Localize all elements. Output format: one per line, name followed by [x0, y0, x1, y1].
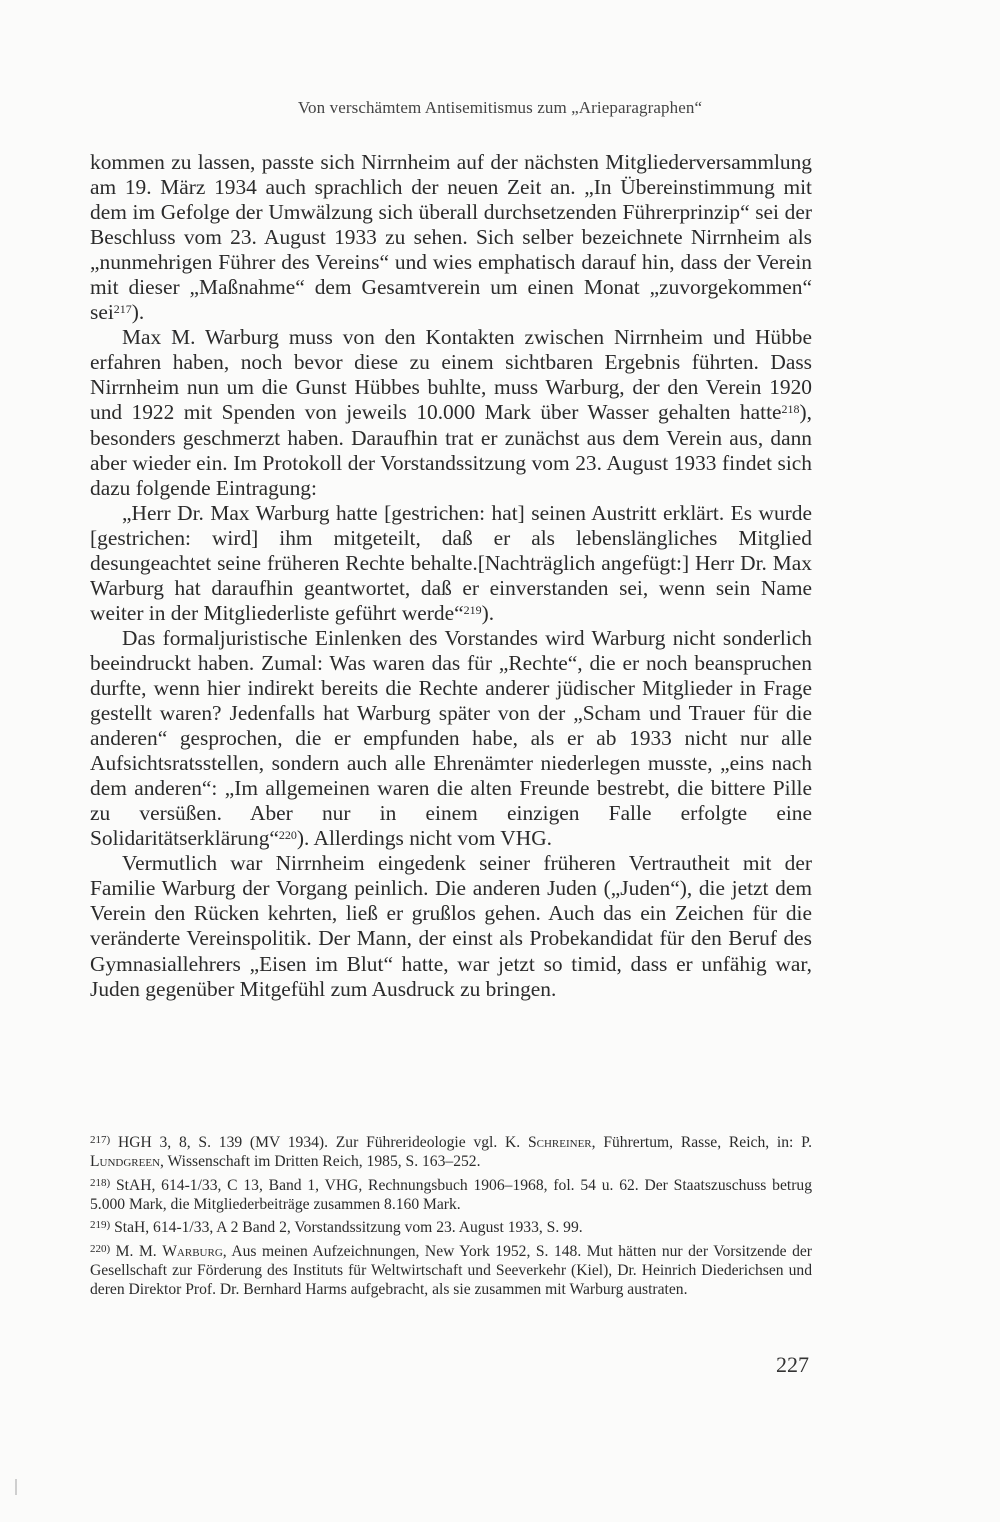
- footnote-ref: 218: [781, 402, 800, 417]
- paragraph: [90, 325, 812, 500]
- author-name: Warburg: [162, 1242, 223, 1260]
- paragraph: [90, 851, 812, 1001]
- main-text: [90, 150, 812, 1002]
- author-name: Schreiner: [527, 1134, 592, 1151]
- footnote-ref: 220: [278, 828, 297, 843]
- footnote-ref: 217: [113, 302, 132, 317]
- footnote-number: 217): [90, 1134, 111, 1146]
- paragraph-text: Vermutlich war Nirrnheim eingedenk seiner früheren Vertrautheit mit der Familie Warburg der Vorgang peinlich. Die anderen Juden („Juden“), die jetzt dem Verein den Rücken kehrten, ließ er grußlos gehen. Auch das ein Zeichen für die veränderte Vereinspolitik. Der Mann, der einst als Probekandidat für den Beruf des Gymnasiallehrers „Eisen im Blut“ hatte, war jetzt so timid, dass er unfähig war, Juden gegenüber Mitgefühl zum Ausdruck zu bringen.: [90, 851, 812, 1001]
- footnote: [90, 1240, 812, 1300]
- quote-text: „Herr Dr. Max Warburg hatte [gestrichen: hat] seinen Austritt erklärt. Es wurde [gestrichen: wird] ihm mitgeteilt, daß er als lebenslängliches Mitglied desungeachtet seine früheren Rechte behalte.[Nachträglich angefügt:] Herr Dr. Max Warburg hat daraufhin geantwortet, daß er einverstanden sei, wenn sein Name weiter in der Mitgliederliste geführt werde“: [90, 500, 812, 625]
- footnote: [90, 1131, 812, 1172]
- paragraph-text: Max M. Warburg muss von den Kontakten zwischen Nirrnheim und Hübbe erfahren haben, noch bevor diese zu einem sichtbaren Ergebnis führten. Dass Nirrnheim nun um die Gunst Hübbes buhlte, muss Warburg, der den Verein 1920 und 1922 mit Spenden von jeweils 10.000 Mark über Wasser gehalten hatte: [90, 325, 812, 425]
- footnote-text: , Aus meinen Aufzeichnungen, New York 1952, S. 148. Mut hätten nur der Vorsitzende der Gesellschaft zur Förderung des Instituts für Weltwirtschaft und Seeverkehr (Kiel), Dr. Heinrich Diederichsen und deren Direktor Prof. Dr. Bernhard Harms aufgebracht, als sie zusammen mit Warburg austraten.: [90, 1242, 813, 1299]
- paragraph-text: Das formaljuristische Einlenken des Vorstandes wird Warburg nicht sonderlich beeindruckt haben. Zumal: Was waren das für „Rechte“, die er noch beanspruchen durfte, wenn hier indirekt bereits die Rechte anderer jüdischer Mitglieder in Frage gestellt waren? Jedenfalls hat Warburg später von der „Scham und Trauer für die anderen“ gesprochen, die er empfunden habe, als er ab 1933 nicht nur alle Aufsichtsratsstellen, sondern auch alle Ehrenämter niederlegen musste, „eins nach dem anderen“: „Im allgemeinen waren die alten Freunde bestrebt, die bittere Pille zu versüßen. Aber nur in einem einzigen Falle erfolgte eine Solidaritätserklärung“: [90, 625, 812, 851]
- paragraph-text: ). Allerdings nicht vom VHG.: [296, 826, 552, 851]
- paragraph-text: ), besonders geschmerzt haben. Daraufhin trat er zunächst aus dem Verein aus, dann aber wieder ein. Im Protokoll der Vorstandssitzung vom 23. August 1933 findet sich dazu folgende Eintragung:: [90, 400, 812, 500]
- paragraph-text: ).: [131, 300, 145, 325]
- footnote-number: 219): [90, 1219, 111, 1232]
- block-quote: [90, 501, 812, 626]
- footnote-text: , Wissenschaft im Dritten Reich, 1985, S. 163–252.: [160, 1153, 481, 1171]
- page-number: 227: [776, 1352, 809, 1377]
- footnote-text: HGH 3, 8, S. 139 (MV 1934). Zur Führerideologie vgl. K.: [110, 1134, 528, 1151]
- footnote-text: , Führertum, Rasse, Reich, in: P.: [591, 1134, 812, 1151]
- footnotes: [90, 1131, 812, 1302]
- scan-edge-mark: [15, 1479, 17, 1495]
- footnote-text: M. M.: [110, 1242, 163, 1260]
- footnote: [90, 1174, 812, 1215]
- paragraph: [90, 150, 812, 325]
- footnote-number: 218): [90, 1176, 111, 1189]
- quote-text: ).: [481, 600, 495, 625]
- running-head: Von verschämtem Antisemitismus zum „Arieparagraphen“: [297, 98, 703, 117]
- footnote-number: 220): [90, 1242, 111, 1255]
- paragraph-text: kommen zu lassen, passte sich Nirrnheim auf der nächsten Mitgliederversammlung am 19. März 1934 auch sprachlich der neuen Zeit an. „In Übereinstimmung mit dem im Gefolge der Umwälzung sich überall durchsetzenden Führerprinzip“ sei der Beschluss vom 23. August 1933 zu sehen. Sich selber bezeichnete Nirrnheim als „nunmehrigen Führer des Vereins“ und wies emphatisch darauf hin, dass der Verein mit dieser „Maßnahme“ dem Gesamtverein um einen Monat „zuvorgekommen“ sei: [90, 150, 812, 325]
- author-name: Lundgreen: [90, 1153, 161, 1171]
- footnote-text: StaH, 614-1/33, A 2 Band 2, Vorstandssitzung vom 23. August 1933, S. 99.: [110, 1219, 583, 1237]
- paragraph: [90, 626, 812, 851]
- footnote-text: StAH, 614-1/33, C 13, Band 1, VHG, Rechnungsbuch 1906–1968, fol. 54 u. 62. Der Staatszuschuss betrug 5.000 Mark, die Mitgliederbeiträge zusammen 8.160 Mark.: [90, 1176, 812, 1214]
- footnote: [90, 1216, 812, 1237]
- footnote-ref: 219: [463, 602, 482, 617]
